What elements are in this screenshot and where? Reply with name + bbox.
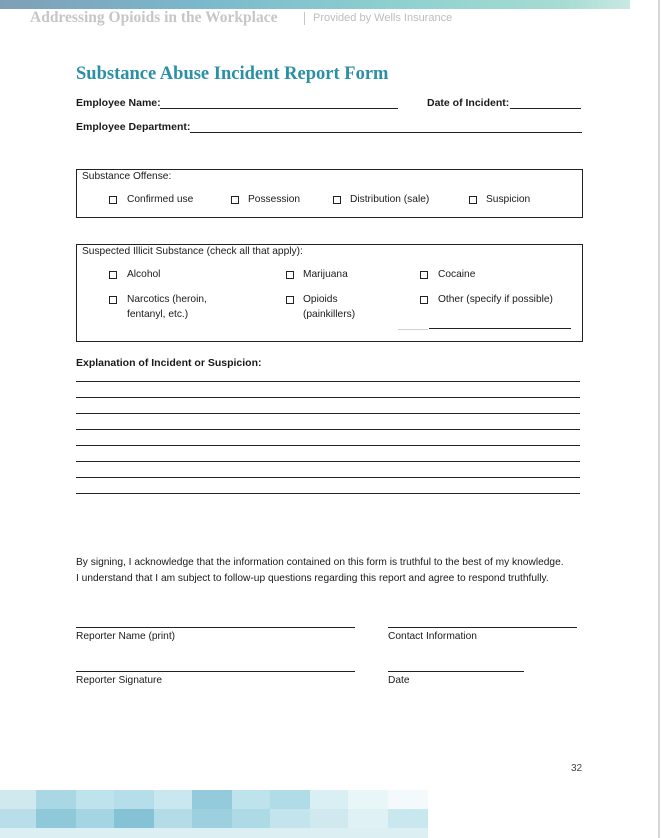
other-checkbox[interactable] (420, 296, 428, 304)
reporter-signature-field[interactable] (76, 671, 355, 672)
explanation-line-1[interactable] (76, 381, 580, 382)
employee-name-field[interactable] (160, 108, 398, 109)
header-divider (304, 12, 305, 25)
reporter-name-field[interactable] (76, 627, 355, 628)
contact-information-label: Contact Information (388, 631, 477, 642)
header-decor-bar (0, 0, 662, 9)
reporter-name-label: Reporter Name (print) (76, 631, 176, 642)
marijuana-checkbox[interactable] (286, 271, 294, 279)
header-subtitle: Provided by Wells Insurance (313, 12, 453, 24)
cocaine-label: Cocaine (438, 269, 476, 280)
acknowledgement-text: By signing, I acknowledge that the information contained on this form is truthful to the best of my knowledge. I understand that I am subject to follow-up questions regarding this report and agree to respond truthfully. (76, 557, 564, 584)
other-label: Other (specify if possible) (438, 294, 553, 305)
marijuana-label: Marijuana (303, 269, 348, 280)
distribution-label: Distribution (sale) (350, 194, 430, 205)
alcohol-checkbox[interactable] (109, 271, 117, 279)
explanation-line-3[interactable] (76, 413, 580, 414)
reporter-signature-label: Reporter Signature (76, 675, 163, 686)
narcotics-label-line2: fentanyl, etc.) (127, 309, 189, 320)
confirmed-use-checkbox[interactable] (109, 196, 117, 204)
substance-offense-label: Substance Offense: (82, 171, 172, 182)
distribution-checkbox[interactable] (333, 196, 341, 204)
other-specify-field[interactable] (429, 328, 571, 329)
footer-decor-mosaic (0, 790, 662, 838)
page-number: 32 (571, 763, 583, 774)
possession-label: Possession (248, 194, 301, 205)
explanation-line-7[interactable] (76, 477, 580, 478)
header-title: Addressing Opioids in the Workplace (30, 9, 278, 26)
opioids-label-line2: (painkillers) (303, 309, 356, 320)
narcotics-label-line1: Narcotics (heroin, (127, 294, 207, 305)
other-line-lead (398, 329, 428, 330)
explanation-label: Explanation of Incident or Suspicion: (76, 357, 262, 369)
suspicion-label: Suspicion (486, 194, 531, 205)
signature-date-label: Date (388, 675, 410, 686)
employee-department-label: Employee Department: (76, 121, 191, 133)
date-of-incident-label: Date of Incident: (427, 97, 510, 109)
explanation-line-8[interactable] (76, 493, 580, 494)
explanation-line-2[interactable] (76, 397, 580, 398)
employee-name-label: Employee Name: (76, 97, 161, 109)
explanation-line-5[interactable] (76, 445, 580, 446)
explanation-line-6[interactable] (76, 461, 580, 462)
confirmed-use-label: Confirmed use (127, 194, 194, 205)
cocaine-checkbox[interactable] (420, 271, 428, 279)
contact-information-field[interactable] (388, 627, 577, 628)
explanation-line-4[interactable] (76, 429, 580, 430)
suspected-substance-label: Suspected Illicit Substance (check all that apply): (82, 246, 303, 257)
form-title: Substance Abuse Incident Report Form (76, 64, 389, 84)
opioids-checkbox[interactable] (286, 296, 294, 304)
alcohol-label: Alcohol (127, 269, 161, 280)
signature-date-field[interactable] (388, 671, 524, 672)
possession-checkbox[interactable] (231, 196, 239, 204)
opioids-label-line1: Opioids (303, 294, 338, 305)
date-of-incident-field[interactable] (510, 108, 581, 109)
page-edge (658, 0, 660, 838)
narcotics-checkbox[interactable] (109, 296, 117, 304)
employee-department-field[interactable] (190, 132, 582, 133)
suspicion-checkbox[interactable] (469, 196, 477, 204)
